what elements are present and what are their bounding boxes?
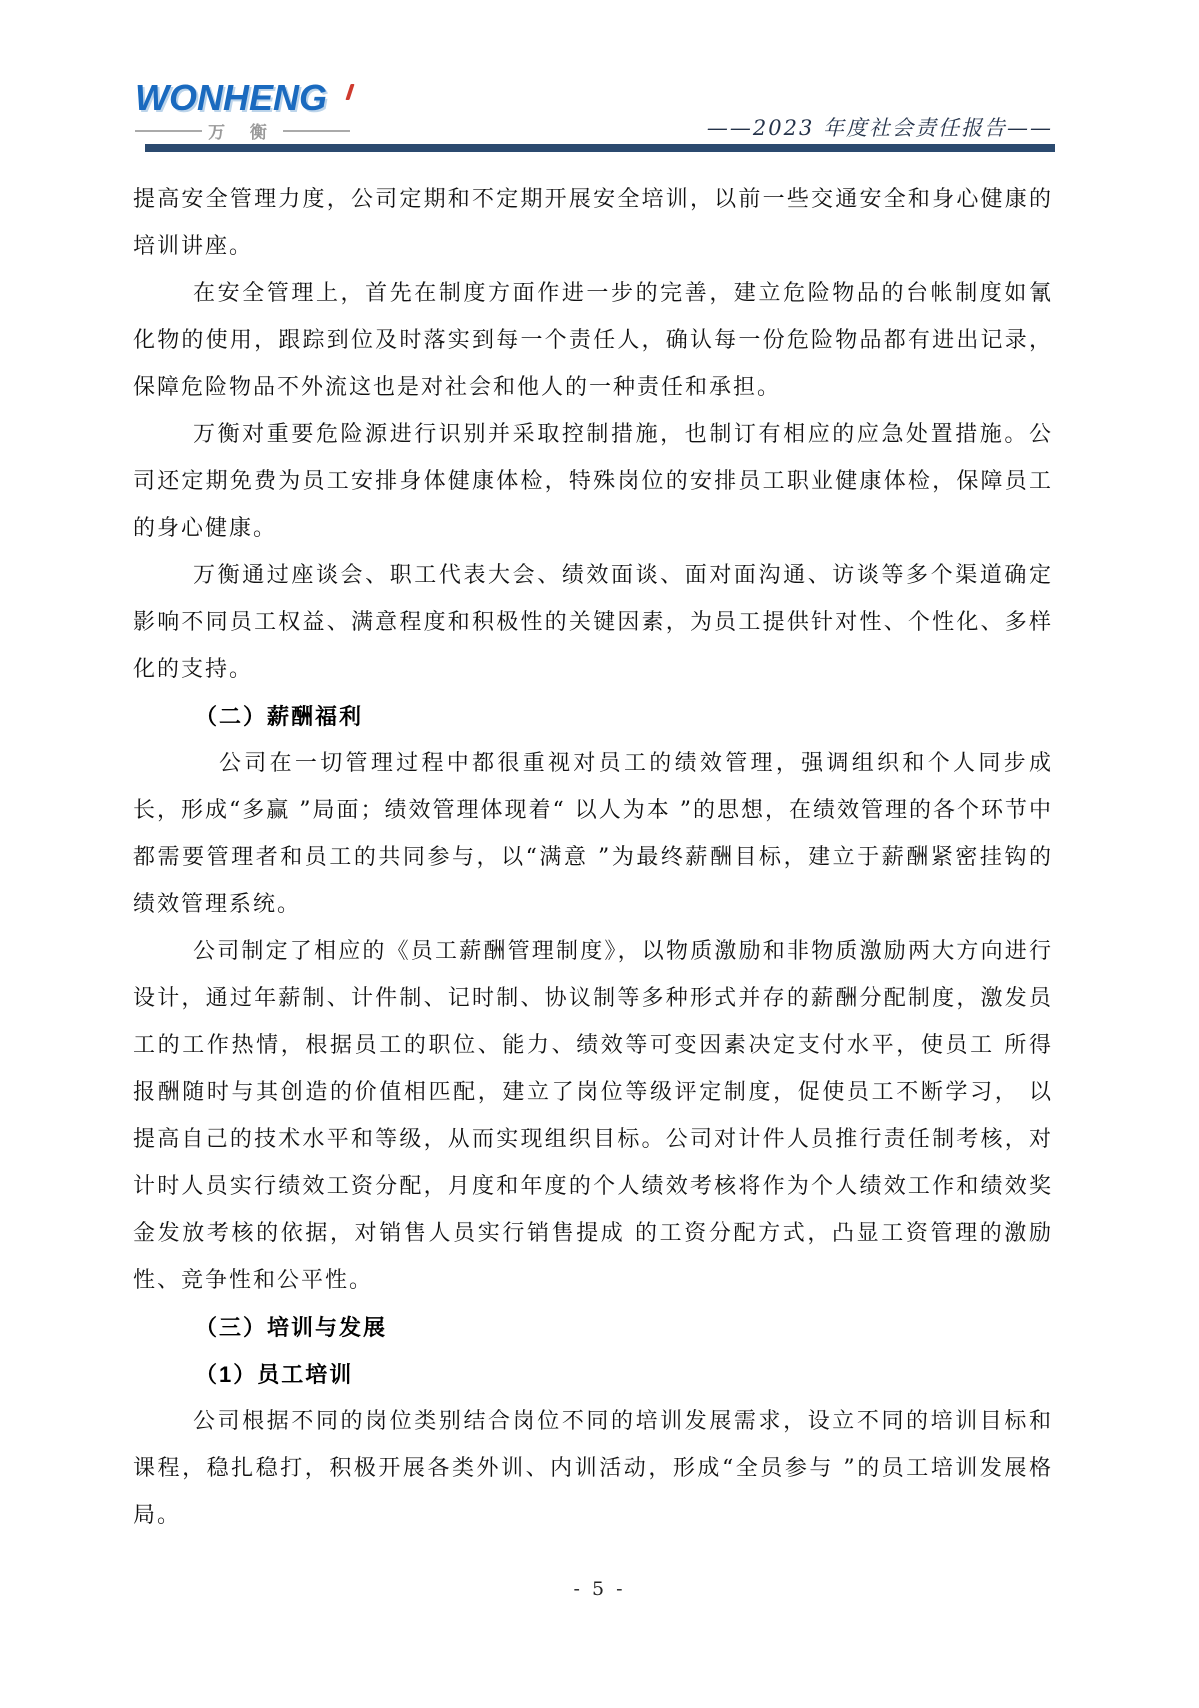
paragraph: 万衡通过座谈会、职工代表大会、绩效面谈、面对面沟通、访谈等多个渠道确定影响不同员工权益、满意程度和积极性的关键因素，为员工提供针对性、个性化、多样化的支持。 [133,563,1053,682]
logo-red-accent-icon [345,84,354,100]
section-heading-training: （三）培训与发展 [195,1315,388,1340]
header-divider-bar [145,144,1055,152]
logo-letters-rest: ONHENG [168,77,327,118]
report-title: ——2023 年度社会责任报告—— [706,116,1053,140]
logo-letter-w: W [135,77,169,118]
paragraph: 在安全管理上，首先在制度方面作进一步的完善，建立危险物品的台帐制度如氰化物的使用，跟踪到位及时落实到每一个责任人，确认每一份危险物品都有进出记录，保障危险物品不外流这也是对社会和他人的一种责任和承担。 [133,281,1053,400]
paragraph: 万衡对重要危险源进行识别并采取控制措施，也制订有相应的应急处置措施。公司还定期免费为员工安排身体健康体检，特殊岗位的安排员工职业健康体检，保障员工的身心健康。 [133,422,1053,541]
company-logo [135,77,350,143]
page-footer [0,1578,1199,1600]
paragraph: 公司根据不同的岗位类别结合岗位不同的培训发展需求，设立不同的培训目标和课程，稳扎稳打，积极开展各类外训、内训活动，形成“全员参与 ”的员工培训发展格局。 [133,1409,1053,1528]
logo-subtitle-text: 万 衡 [208,123,277,142]
subsection-heading-employee-training: （1）员工培训 [195,1362,354,1387]
paragraph: 公司制定了相应的《员工薪酬管理制度》，以物质激励和非物质激励两大方向进行设计，通过年薪制、计件制、记时制、协议制等多种形式并存的薪酬分配制度，激发员工的工作热情，根据员工的职位、能力、绩效等可变因素决定支付水平，使员工 所得报酬随时与其创造的价值相匹配，建立了岗位等级评定制度，促使员工不断学习， 以提高自己的技术水平和等级，从而实现组织目标。公司对计件人员推行责任制考核，对计时人员实行绩效工资分配，月度和年度的个人绩效考核将作为个人绩效工作和绩效奖金发放考核的依据，对销售人员实行销售提成 的工资分配方式，凸显工资管理的激励性、竞争性和公平性。 [133,939,1053,1293]
logo-subtitle [135,118,350,143]
page-number: - 5 - [573,1578,626,1600]
document-body [133,176,1053,1539]
paragraph: 公司在一切管理过程中都很重视对员工的绩效管理，强调组织和个人同步成长，形成“多赢 ”局面；绩效管理体现着“ 以人为本 ”的思想，在绩效管理的各个环节中都需要管理者和员工的共同参与，以“满意 ”为最终薪酬目标，建立于薪酬紧密挂钩的绩效管理系统。 [133,751,1053,917]
logo-wordmark [135,77,350,118]
logo-rule-right [283,130,350,132]
logo-rule-left [135,130,202,132]
section-heading-compensation: （二）薪酬福利 [195,704,364,729]
paragraph: 提高安全管理力度，公司定期和不定期开展安全培训，以前一些交通安全和身心健康的培训讲座。 [133,187,1053,259]
